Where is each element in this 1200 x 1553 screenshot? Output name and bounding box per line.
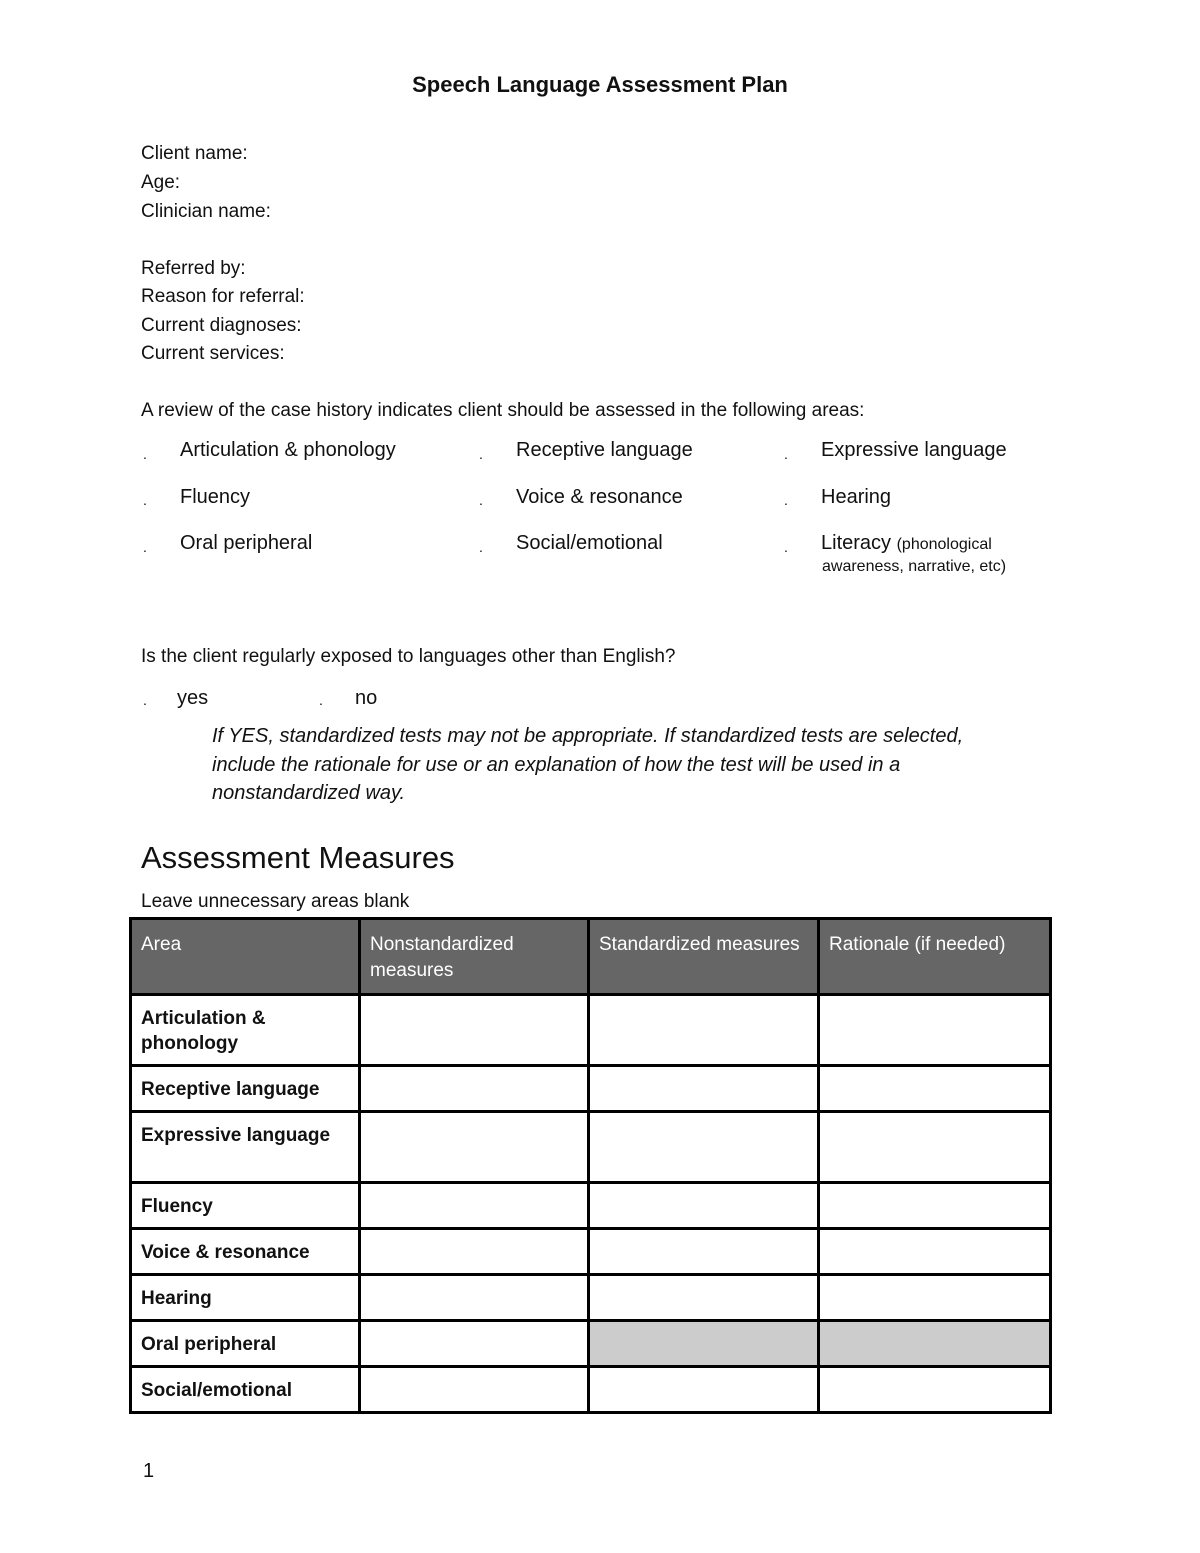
nonstandardized-cell[interactable] bbox=[360, 1275, 589, 1321]
rationale-cell[interactable] bbox=[819, 1367, 1051, 1413]
row-area: Oral peripheral bbox=[131, 1321, 360, 1367]
table-header-row bbox=[131, 919, 1051, 995]
row-area: Articulation & phonology bbox=[131, 995, 360, 1066]
option-yes: yes bbox=[177, 687, 209, 709]
rationale-cell[interactable] bbox=[819, 1183, 1051, 1229]
client-name-label: Client name: bbox=[141, 143, 248, 164]
page-number: 1 bbox=[143, 1460, 155, 1482]
nonstandardized-cell[interactable] bbox=[360, 1066, 589, 1112]
note-line-2: include the rationale for use or an explanation of how the test will be used in a bbox=[212, 753, 901, 776]
standardized-cell[interactable] bbox=[589, 1367, 819, 1413]
table-row bbox=[131, 1321, 1051, 1367]
row-area: Hearing bbox=[131, 1275, 360, 1321]
header-rationale: Rationale (if needed) bbox=[819, 919, 1051, 995]
option-no: no bbox=[355, 687, 378, 709]
nonstandardized-cell[interactable] bbox=[360, 1112, 589, 1183]
nonstandardized-cell[interactable] bbox=[360, 1321, 589, 1367]
nonstandardized-cell[interactable] bbox=[360, 1229, 589, 1275]
area-receptive-language: Receptive language bbox=[516, 439, 693, 461]
table-row bbox=[131, 1066, 1051, 1112]
literacy-label: Literacy bbox=[821, 532, 892, 554]
standardized-cell[interactable] bbox=[589, 1275, 819, 1321]
checkbox-expressive[interactable]: . bbox=[784, 446, 788, 462]
standardized-cell-disabled bbox=[589, 1321, 819, 1367]
current-diagnoses-label: Current diagnoses: bbox=[141, 315, 302, 336]
row-area: Receptive language bbox=[131, 1066, 360, 1112]
checkbox-fluency[interactable]: . bbox=[143, 492, 147, 508]
area-articulation-phonology: Articulation & phonology bbox=[180, 439, 396, 461]
area-social-emotional: Social/emotional bbox=[516, 532, 663, 554]
checkbox-receptive[interactable]: . bbox=[479, 446, 483, 462]
reason-for-referral-label: Reason for referral: bbox=[141, 286, 305, 307]
area-literacy bbox=[821, 531, 992, 557]
checkbox-yes[interactable]: . bbox=[143, 692, 147, 708]
section-title: Assessment Measures bbox=[141, 840, 455, 875]
nonstandardized-cell[interactable] bbox=[360, 1367, 589, 1413]
standardized-cell[interactable] bbox=[589, 1183, 819, 1229]
literacy-note: (phonological bbox=[896, 536, 992, 553]
standardized-cell[interactable] bbox=[589, 1112, 819, 1183]
checkbox-voice[interactable]: . bbox=[479, 492, 483, 508]
row-area: Fluency bbox=[131, 1183, 360, 1229]
checkbox-oral-peripheral[interactable]: . bbox=[143, 539, 147, 555]
header-standardized: Standardized measures bbox=[589, 919, 819, 995]
table-row bbox=[131, 1275, 1051, 1321]
table-row bbox=[131, 1112, 1051, 1183]
rationale-cell[interactable] bbox=[819, 1229, 1051, 1275]
header-nonstandardized: Nonstandardized measures bbox=[360, 919, 589, 995]
table-row bbox=[131, 995, 1051, 1066]
age-label: Age: bbox=[141, 172, 181, 193]
checkbox-hearing[interactable]: . bbox=[784, 492, 788, 508]
referred-by-label: Referred by: bbox=[141, 258, 246, 279]
page-title: Speech Language Assessment Plan bbox=[412, 72, 788, 97]
rationale-cell-disabled bbox=[819, 1321, 1051, 1367]
checkbox-articulation[interactable]: . bbox=[143, 446, 147, 462]
note-line-3: nonstandardized way. bbox=[212, 782, 406, 804]
row-area: Social/emotional bbox=[131, 1367, 360, 1413]
section-subtitle: Leave unnecessary areas blank bbox=[141, 891, 410, 912]
standardized-cell[interactable] bbox=[589, 995, 819, 1066]
table-row bbox=[131, 1229, 1051, 1275]
standardized-cell[interactable] bbox=[589, 1229, 819, 1275]
area-voice-resonance: Voice & resonance bbox=[516, 486, 683, 508]
standardized-cell[interactable] bbox=[589, 1066, 819, 1112]
header-area: Area bbox=[131, 919, 360, 995]
language-question: Is the client regularly exposed to languages other than English? bbox=[141, 646, 676, 667]
rationale-cell[interactable] bbox=[819, 995, 1051, 1066]
nonstandardized-cell[interactable] bbox=[360, 1183, 589, 1229]
checkbox-social-emotional[interactable]: . bbox=[479, 539, 483, 555]
area-oral-peripheral: Oral peripheral bbox=[180, 532, 313, 554]
literacy-note-continued: awareness, narrative, etc) bbox=[822, 558, 1007, 575]
note-line-1: If YES, standardized tests may not be appropriate. If standardized tests are selected, bbox=[212, 725, 964, 747]
assessment-measures-table bbox=[129, 917, 1052, 1414]
nonstandardized-cell[interactable] bbox=[360, 995, 589, 1066]
review-prompt: A review of the case history indicates client should be assessed in the following areas: bbox=[141, 400, 865, 421]
checkbox-no[interactable]: . bbox=[319, 692, 323, 708]
table-row bbox=[131, 1183, 1051, 1229]
standardized-test-note bbox=[212, 722, 963, 808]
rationale-cell[interactable] bbox=[819, 1112, 1051, 1183]
area-hearing: Hearing bbox=[821, 486, 892, 508]
current-services-label: Current services: bbox=[141, 343, 285, 364]
checkbox-literacy[interactable]: . bbox=[784, 539, 788, 555]
rationale-cell[interactable] bbox=[819, 1066, 1051, 1112]
clinician-name-label: Clinician name: bbox=[141, 201, 271, 222]
table-row bbox=[131, 1367, 1051, 1413]
area-fluency: Fluency bbox=[180, 486, 251, 508]
row-area: Voice & resonance bbox=[131, 1229, 360, 1275]
area-expressive-language: Expressive language bbox=[821, 439, 1007, 461]
row-area: Expressive language bbox=[131, 1112, 360, 1183]
rationale-cell[interactable] bbox=[819, 1275, 1051, 1321]
